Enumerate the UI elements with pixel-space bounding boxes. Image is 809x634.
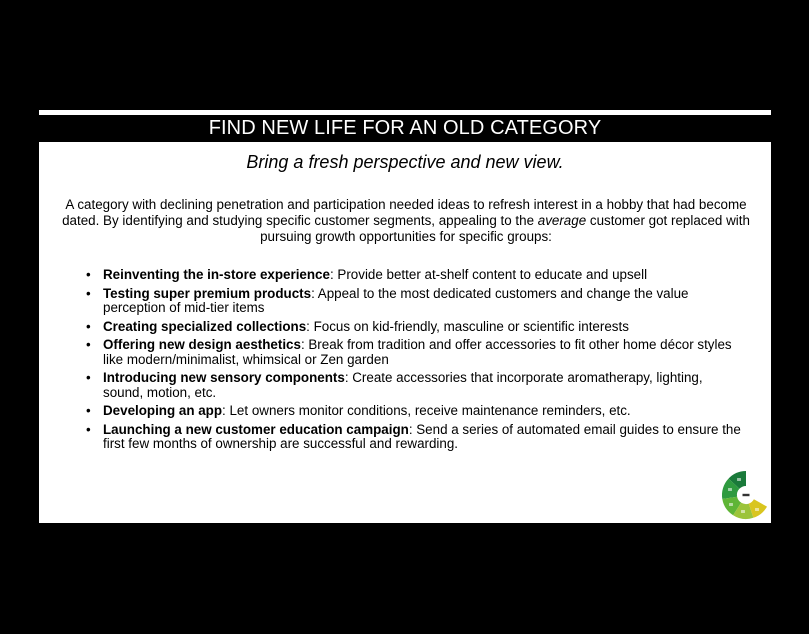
bullet-text: : Break from tradition and offer accessories to fit other home décor styles like modern/minimalist, whimsical or Zen garden xyxy=(103,337,732,367)
bullet-list xyxy=(83,268,743,456)
bullet-dot: • xyxy=(86,403,91,418)
bullet-heading: Reinventing the in-store experience xyxy=(103,267,330,282)
bullet-heading: Testing super premium products xyxy=(103,285,312,301)
bullet-text: : Create accessories that incorporate aromatherapy, lighting, sound, motion, etc. xyxy=(103,370,703,400)
bullet-text: : Provide better at-shelf content to educate and upsell xyxy=(329,267,648,282)
bullet-heading: Launching a new customer education campaign xyxy=(103,421,409,437)
list-item xyxy=(83,404,743,419)
intro-emphasis: average xyxy=(537,213,587,228)
bullet-heading: Offering new design aesthetics xyxy=(103,337,301,352)
slide-title: FIND NEW LIFE FOR AN OLD CATEGORY xyxy=(39,115,771,142)
bullet-dot: • xyxy=(86,370,91,385)
wheel-center-mark xyxy=(743,494,750,496)
bullet-dot: • xyxy=(86,421,91,437)
bullet-text: : Let owners monitor conditions, receive maintenance reminders, etc. xyxy=(222,403,631,418)
intro-text-after: customer got replaced with pursuing growth opportunities for specific groups: xyxy=(260,213,750,244)
list-item xyxy=(83,320,743,335)
list-item xyxy=(83,338,743,367)
intro-paragraph xyxy=(62,197,750,245)
segmented-wheel-logo-icon xyxy=(720,468,768,522)
bullet-text: : Focus on kid-friendly, masculine or scientific interests xyxy=(306,318,629,334)
list-item xyxy=(83,287,743,316)
bullet-dot: • xyxy=(86,337,91,352)
bullet-dot: • xyxy=(86,267,91,282)
top-rule xyxy=(39,110,771,114)
bullet-text: : Appeal to the most dedicated customers and change the value perception of mid-tier items xyxy=(103,285,689,315)
bullet-heading: Introducing new sensory components xyxy=(103,370,345,385)
slide-subtitle: Bring a fresh perspective and new view. xyxy=(246,152,564,172)
list-item xyxy=(83,423,743,452)
bullet-text: : Send a series of automated email guides to ensure the first few months of ownership are successful and rewarding. xyxy=(103,421,741,451)
list-item xyxy=(83,268,743,283)
bullet-dot: • xyxy=(86,318,91,334)
bullet-heading: Developing an app xyxy=(103,403,223,418)
list-item xyxy=(83,371,743,400)
bullet-dot: • xyxy=(86,285,91,301)
intro-text-before: A category with declining penetration and participation needed ideas to refresh interest in a hobby that had become dated. By identifying and studying specific customer segments, appealing to the xyxy=(62,197,747,228)
bullet-heading: Creating specialized collections xyxy=(103,318,307,334)
